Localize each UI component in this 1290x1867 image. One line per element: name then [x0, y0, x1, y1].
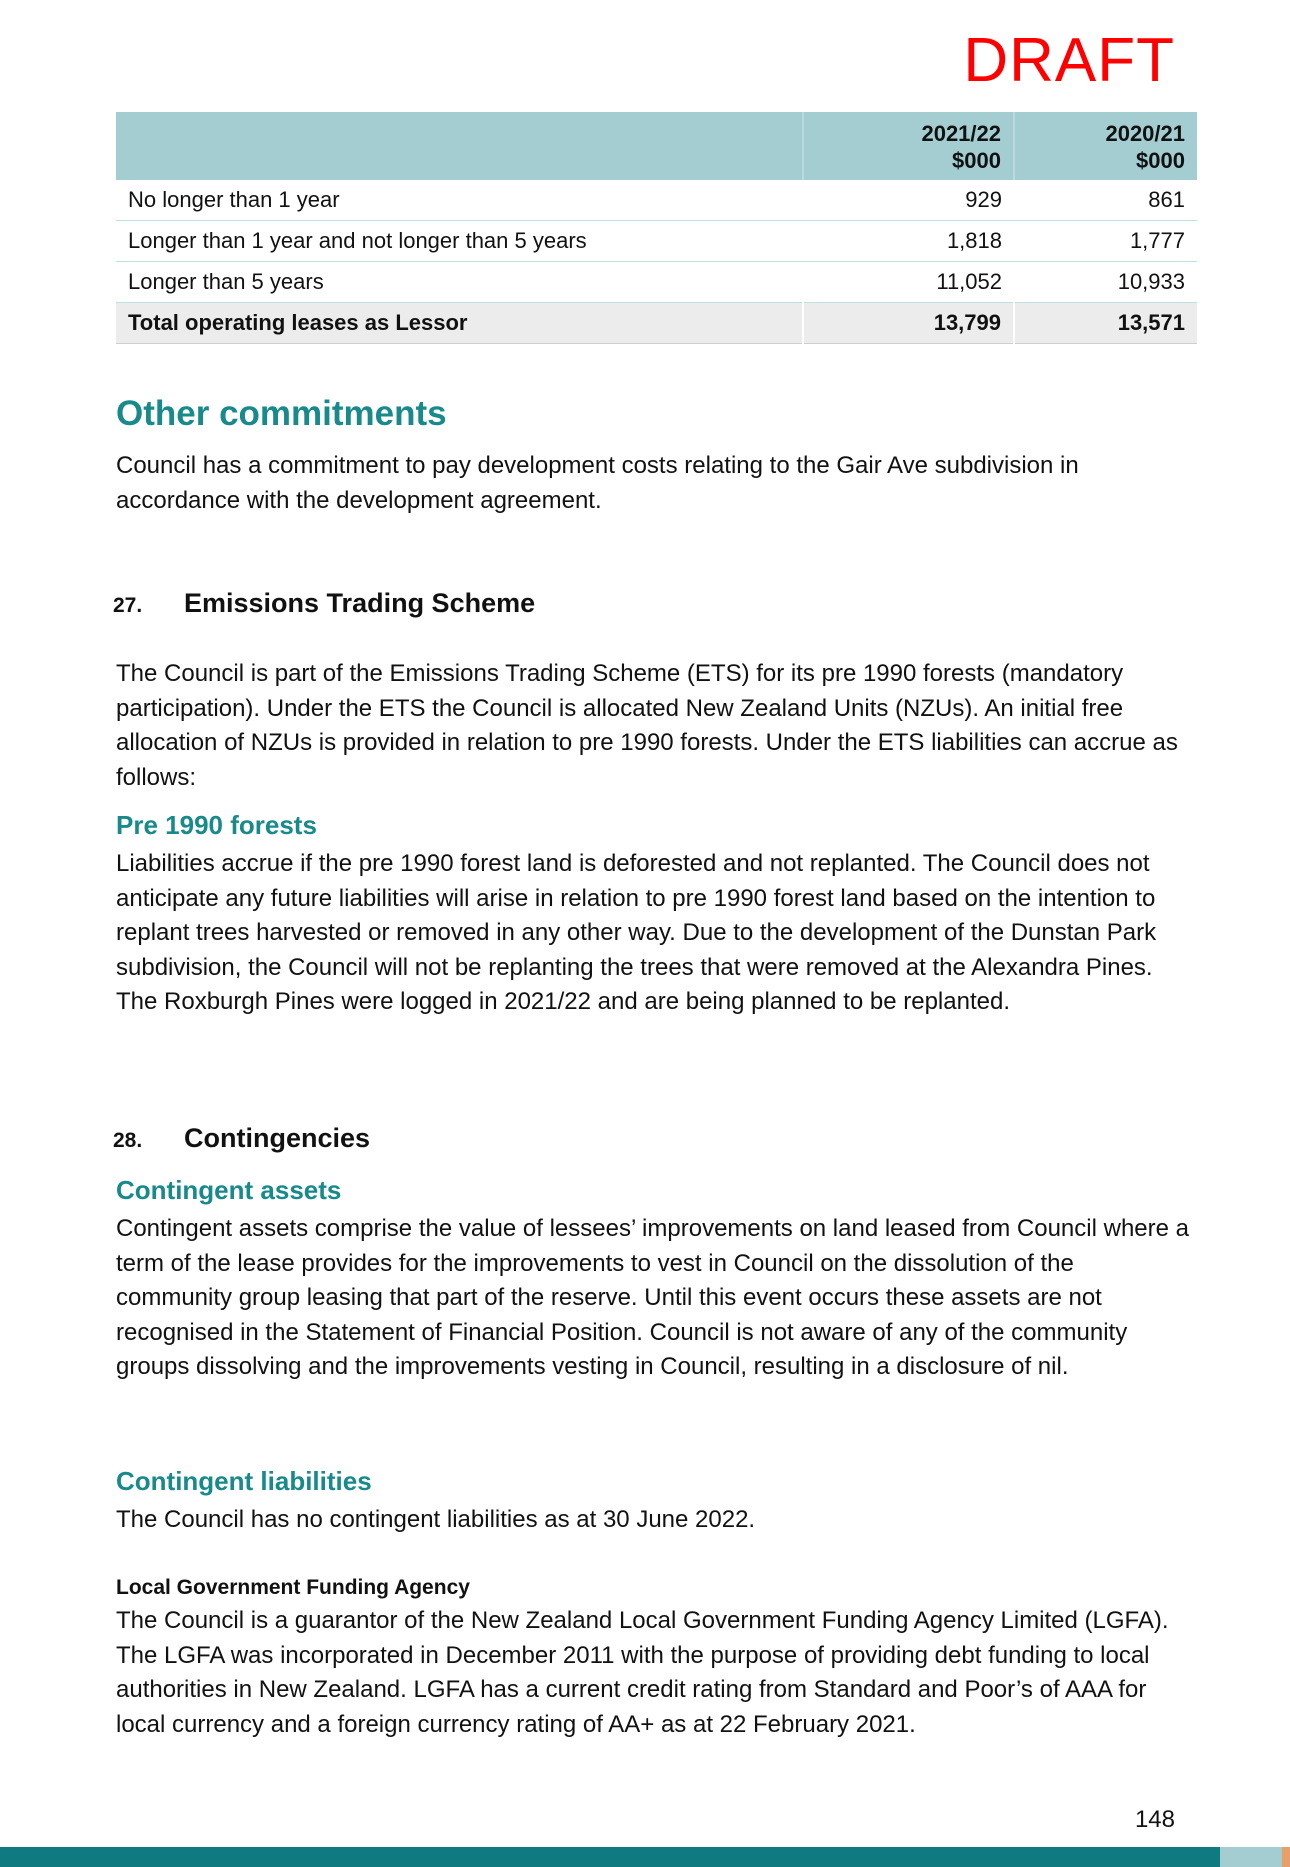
- header-2020-21: 2020/21 $000: [1014, 112, 1197, 180]
- pre-1990-forests-heading: Pre 1990 forests: [116, 810, 317, 840]
- row-prior: 10,933: [1014, 262, 1197, 303]
- total-prior: 13,571: [1014, 303, 1197, 344]
- table-row: [116, 180, 1197, 221]
- other-commitments-heading: Other commitments: [116, 394, 447, 433]
- row-current: 1,818: [803, 221, 1014, 262]
- total-label: Total operating leases as Lessor: [116, 303, 803, 344]
- row-current: 11,052: [803, 262, 1014, 303]
- footer-accent: [1220, 1847, 1290, 1867]
- table-total-row: [116, 303, 1197, 344]
- contingent-liabilities-heading: Contingent liabilities: [116, 1466, 372, 1496]
- table-header-row: [116, 112, 1197, 180]
- section-number: 28.: [113, 1129, 143, 1152]
- header-2021-22: 2021/22 $000: [803, 112, 1014, 180]
- row-current: 929: [803, 180, 1014, 221]
- section-title: Emissions Trading Scheme: [184, 588, 536, 618]
- footer-bar: [0, 1847, 1290, 1867]
- pre-1990-forests-text: Liabilities accrue if the pre 1990 forest land is deforested and not replanted. The Council does not anticipate any future liabilities will arise in relation to pre 1990 forest land based on the intention to replant trees harvested or removed in any other way. Due to the development of the Dunstan Park subdivision, the Council will not be replanting the trees that were removed at the Alexandra Pines. The Roxburgh Pines were logged in 2021/22 and are being planned to be replanted.: [116, 850, 1157, 1015]
- section-number: 27.: [113, 594, 143, 617]
- contingent-assets-heading: Contingent assets: [116, 1175, 342, 1205]
- lgfa-text: The Council is a guarantor of the New Zealand Local Government Funding Agency Limited (LGFA). The LGFA was incorporated in December 2011 with the purpose of providing debt funding to local authorities in New Zealand. LGFA has a current credit rating from Standard and Poor’s of AAA for local currency and a foreign currency rating of AA+ as at 22 February 2021.: [116, 1607, 1169, 1738]
- contingent-assets-text: Contingent assets comprise the value of lessees’ improvements on land leased from Council where a term of the lease provides for the improvements to vest in Council on the dissolution of the community group leasing that part of the reserve. Until this event occurs these assets are not recognised in the Statement of Financial Position. Council is not aware of any of the community groups dissolving and the improvements vesting in Council, resulting in a disclosure of nil.: [116, 1215, 1189, 1380]
- operating-leases-table: [116, 112, 1197, 344]
- ets-intro-text: The Council is part of the Emissions Trading Scheme (ETS) for its pre 1990 forests (mandatory participation). Under the ETS the Council is allocated New Zealand Units (NZUs). An initial free allocation of NZUs is provided in relation to pre 1990 forests. Under the ETS liabilities can accrue as follows:: [116, 660, 1178, 791]
- section-27-heading: [113, 588, 535, 619]
- row-prior: 1,777: [1014, 221, 1197, 262]
- total-current: 13,799: [803, 303, 1014, 344]
- draft-watermark: DRAFT: [963, 26, 1175, 95]
- section-title: Contingencies: [184, 1123, 371, 1153]
- row-label: Longer than 5 years: [116, 262, 803, 303]
- header-label-cell: [116, 112, 803, 180]
- footer-accent-edge: [1282, 1847, 1290, 1867]
- other-commitments-text: Council has a commitment to pay development costs relating to the Gair Ave subdivision in accordance with the development agreement.: [116, 452, 1079, 514]
- contingent-liabilities-text: The Council has no contingent liabilities as at 30 June 2022.: [116, 1506, 756, 1533]
- row-label: Longer than 1 year and not longer than 5 years: [116, 221, 803, 262]
- row-prior: 861: [1014, 180, 1197, 221]
- section-28-heading: [113, 1123, 370, 1154]
- row-label: No longer than 1 year: [116, 180, 803, 221]
- lgfa-heading: Local Government Funding Agency: [116, 1576, 470, 1599]
- table-row: [116, 262, 1197, 303]
- table-row: [116, 221, 1197, 262]
- page-number: 148: [1134, 1806, 1175, 1833]
